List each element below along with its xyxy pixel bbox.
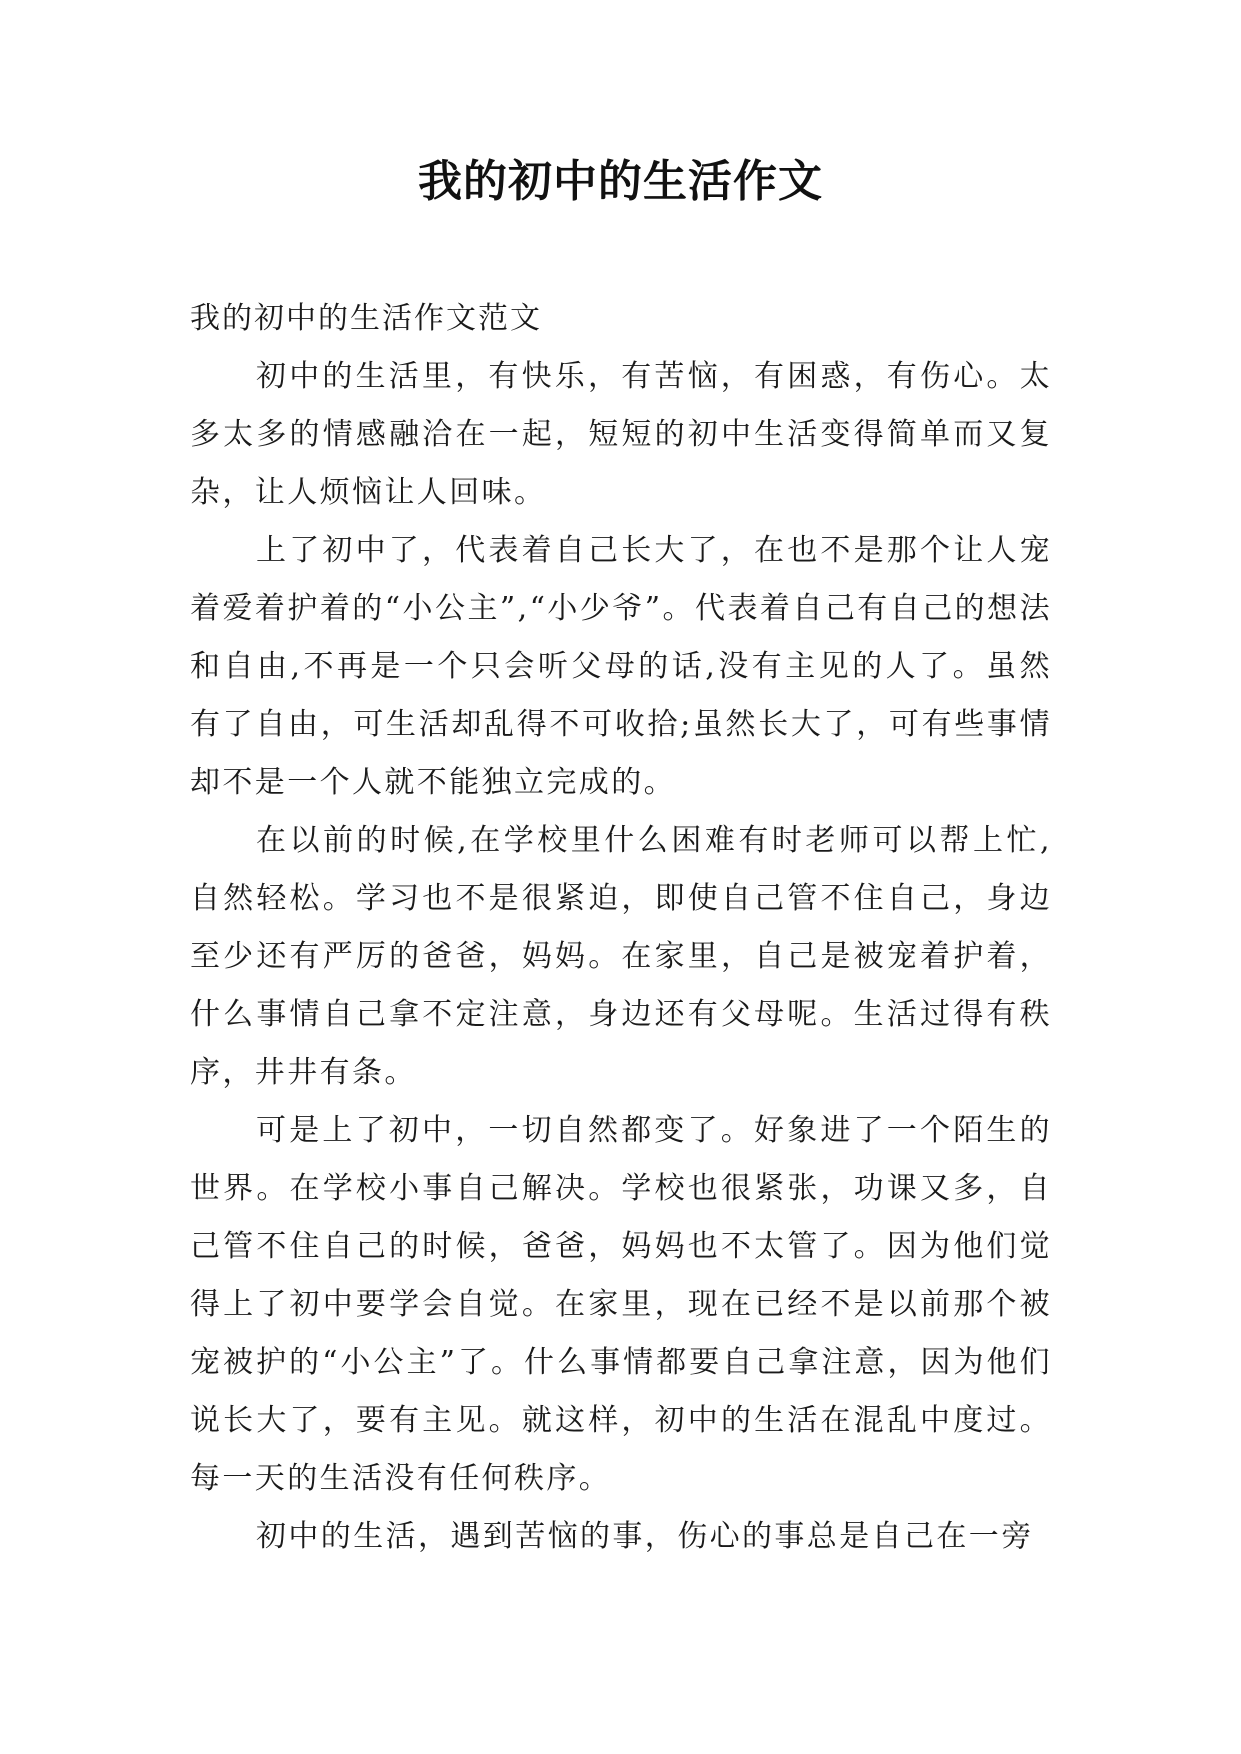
paragraph: 可是上了初中，一切自然都变了。好象进了一个陌生的世界。在学校小事自己解决。学校也很紧张，功课又多，自己管不住自己的时候，爸爸，妈妈也不太管了。因为他们觉得上了初中要学会自觉。在家里，现在已经不是以前那个被宠被护的“小公主”了。什么事情都要自己拿注意，因为他们说长大了，要有主见。就这样，初中的生活在混乱中度过。每一天的生活没有任何秩序。 [190,1113,1052,1496]
paragraph: 初中的生活里，有快乐，有苦恼，有困惑，有伤心。太多太多的情感融洽在一起，短短的初中生活变得简单而又复杂，让人烦恼让人回味。 [190,359,1052,510]
document-body [190,290,1052,1566]
paragraph: 初中的生活，遇到苦恼的事，伤心的事总是自己在一旁 [256,1519,1034,1554]
paragraph: 上了初中了，代表着自己长大了，在也不是那个让人宠着爱着护着的“小公主”,“小少爷”。代表着自己有自己的想法和自由,不再是一个只会听父母的话,没有主见的人了。虽然有了自由，可生活却乱得不可收拾;虽然长大了，可有些事情却不是一个人就不能独立完成的。 [190,533,1052,800]
document-subtitle: 我的初中的生活作文范文 [190,301,542,336]
document-title: 我的初中的生活作文 [418,156,823,207]
paragraph: 在以前的时候,在学校里什么困难有时老师可以帮上忙,自然轻松。学习也不是很紧迫，即使自己管不住自己，身边至少还有严厉的爸爸，妈妈。在家里，自己是被宠着护着，什么事情自己拿不定注意，身边还有父母呢。生活过得有秩序，井井有条。 [190,823,1052,1090]
